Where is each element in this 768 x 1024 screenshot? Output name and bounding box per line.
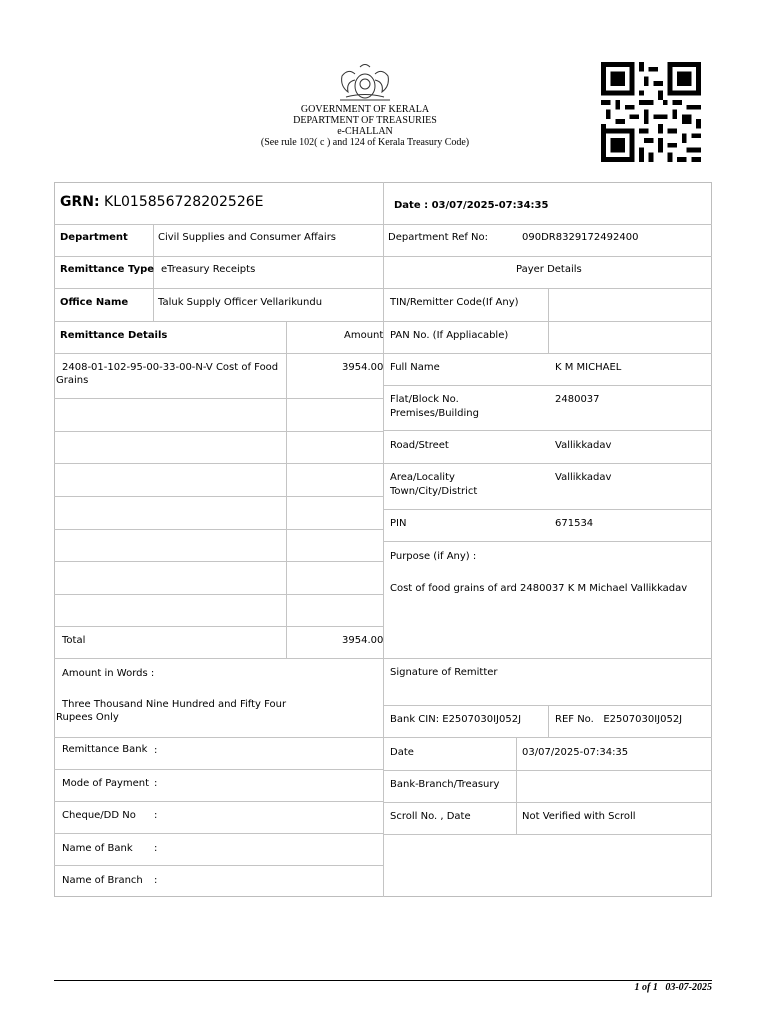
amount-words-line2: Rupees Only — [56, 712, 119, 723]
divider — [54, 529, 383, 530]
flat-label-line1: Flat/Block No. — [390, 394, 459, 405]
divider — [383, 430, 712, 431]
divider — [516, 737, 517, 834]
challan-header — [230, 104, 500, 148]
department-value: Civil Supplies and Consumer Affairs — [158, 232, 337, 243]
scroll-label: Scroll No. , Date — [390, 811, 471, 822]
divider — [54, 431, 383, 432]
divider — [54, 561, 383, 562]
cheque-dd-label: Cheque/DD No — [62, 810, 136, 821]
pin-value: 671534 — [555, 518, 594, 529]
dept-ref-label: Department Ref No: — [388, 232, 489, 243]
amount-words-label: Amount in Words : — [62, 668, 155, 679]
divider — [54, 833, 383, 834]
divider — [54, 801, 383, 802]
area-label-line1: Area/Locality — [390, 472, 455, 483]
area-label-line2: Town/City/District — [390, 486, 478, 497]
bank-branch-label: Bank-Branch/Treasury — [390, 779, 500, 790]
total-label: Total — [62, 635, 86, 646]
total-value: 3954.00 — [342, 635, 384, 646]
colon: : — [154, 778, 158, 789]
pin-label: PIN — [390, 518, 407, 529]
divider — [54, 769, 383, 770]
divider — [54, 496, 383, 497]
header-government: GOVERNMENT OF KERALA — [300, 104, 430, 115]
challan-date: Date : 03/07/2025-07:34:35 — [394, 200, 549, 211]
divider — [54, 865, 383, 866]
divider — [54, 737, 712, 738]
grn-label: GRN: — [60, 194, 100, 210]
page-number: 1 of 1 — [634, 982, 658, 993]
divider — [383, 182, 384, 897]
payer-details-heading: Payer Details — [516, 264, 582, 275]
divider — [54, 321, 712, 322]
divider — [548, 705, 549, 737]
page-footer — [634, 982, 712, 993]
divider — [383, 802, 712, 803]
road-value: Vallikkadav — [555, 440, 612, 451]
date-label: Date — [390, 747, 414, 758]
purpose-label: Purpose (if Any) : — [390, 551, 477, 562]
colon: : — [154, 810, 158, 821]
divider — [54, 594, 383, 595]
area-value: Vallikkadav — [555, 472, 612, 483]
flat-label-line2: Premises/Building — [390, 408, 479, 419]
office-name-value: Taluk Supply Officer Vellarikundu — [158, 297, 323, 308]
grn — [60, 194, 263, 210]
colon: : — [154, 843, 158, 854]
divider — [383, 541, 712, 542]
header-department: DEPARTMENT OF TREASURIES — [293, 115, 437, 126]
divider — [54, 353, 712, 354]
road-label: Road/Street — [390, 440, 449, 451]
divider — [286, 321, 287, 658]
divider — [54, 224, 712, 225]
divider — [54, 626, 383, 627]
remittance-type-label: Remittance Type — [60, 264, 155, 275]
signature-label: Signature of Remitter — [390, 667, 498, 678]
divider — [54, 256, 712, 257]
dept-ref-value: 090DR8329172492400 — [522, 232, 639, 243]
amount-header: Amount — [344, 330, 384, 341]
name-of-bank-label: Name of Bank — [62, 843, 133, 854]
kerala-emblem-icon — [334, 62, 396, 104]
divider — [383, 509, 712, 510]
remittance-type-value: eTreasury Receipts — [161, 264, 256, 275]
divider — [383, 705, 712, 706]
pan-label: PAN No. (If Appliacable) — [390, 330, 509, 341]
ref-no: REF No. E2507030IJ052J — [555, 714, 683, 725]
footer-date: 03-07-2025 — [665, 982, 712, 993]
department-label: Department — [60, 232, 128, 243]
name-of-branch-label: Name of Branch — [62, 875, 143, 886]
qr-code-icon — [598, 62, 704, 162]
colon: : — [154, 875, 158, 886]
tin-label: TIN/Remitter Code(If Any) — [390, 297, 519, 308]
divider — [54, 658, 712, 659]
divider — [54, 288, 712, 289]
divider — [383, 770, 712, 771]
flat-value: 2480037 — [555, 394, 600, 405]
footer-rule — [54, 980, 712, 981]
full-name-label: Full Name — [390, 362, 440, 373]
mode-of-payment-label: Mode of Payment — [62, 778, 150, 789]
office-name-label: Office Name — [60, 297, 129, 308]
date-value: 03/07/2025-07:34:35 — [522, 747, 629, 758]
full-name-value: K M MICHAEL — [555, 362, 622, 373]
purpose-value: Cost of food grains of ard 2480037 K M Michael Vallikkadav — [390, 583, 688, 594]
remittance-details-label: Remittance Details — [60, 330, 168, 341]
header-echallan: e-CHALLAN — [337, 126, 393, 137]
divider — [383, 834, 712, 835]
colon: : — [154, 745, 158, 756]
remittance-bank-label: Remittance Bank — [62, 744, 148, 755]
amount-words-line1: Three Thousand Nine Hundred and Fifty Four — [62, 699, 287, 710]
head-of-account-line1: 2408-01-102-95-00-33-00-N-V Cost of Food — [62, 362, 279, 373]
divider — [54, 398, 383, 399]
divider — [383, 463, 712, 464]
bank-cin: Bank CIN: E2507030IJ052J — [390, 714, 522, 725]
head-of-account-line2: Grains — [56, 375, 89, 386]
divider — [383, 385, 712, 386]
grn-value: KL015856728202526E — [104, 194, 264, 210]
scroll-value: Not Verified with Scroll — [522, 811, 636, 822]
item-amount: 3954.00 — [342, 362, 384, 373]
divider — [54, 463, 383, 464]
header-rule: (See rule 102( c ) and 124 of Kerala Treasury Code) — [260, 137, 470, 148]
